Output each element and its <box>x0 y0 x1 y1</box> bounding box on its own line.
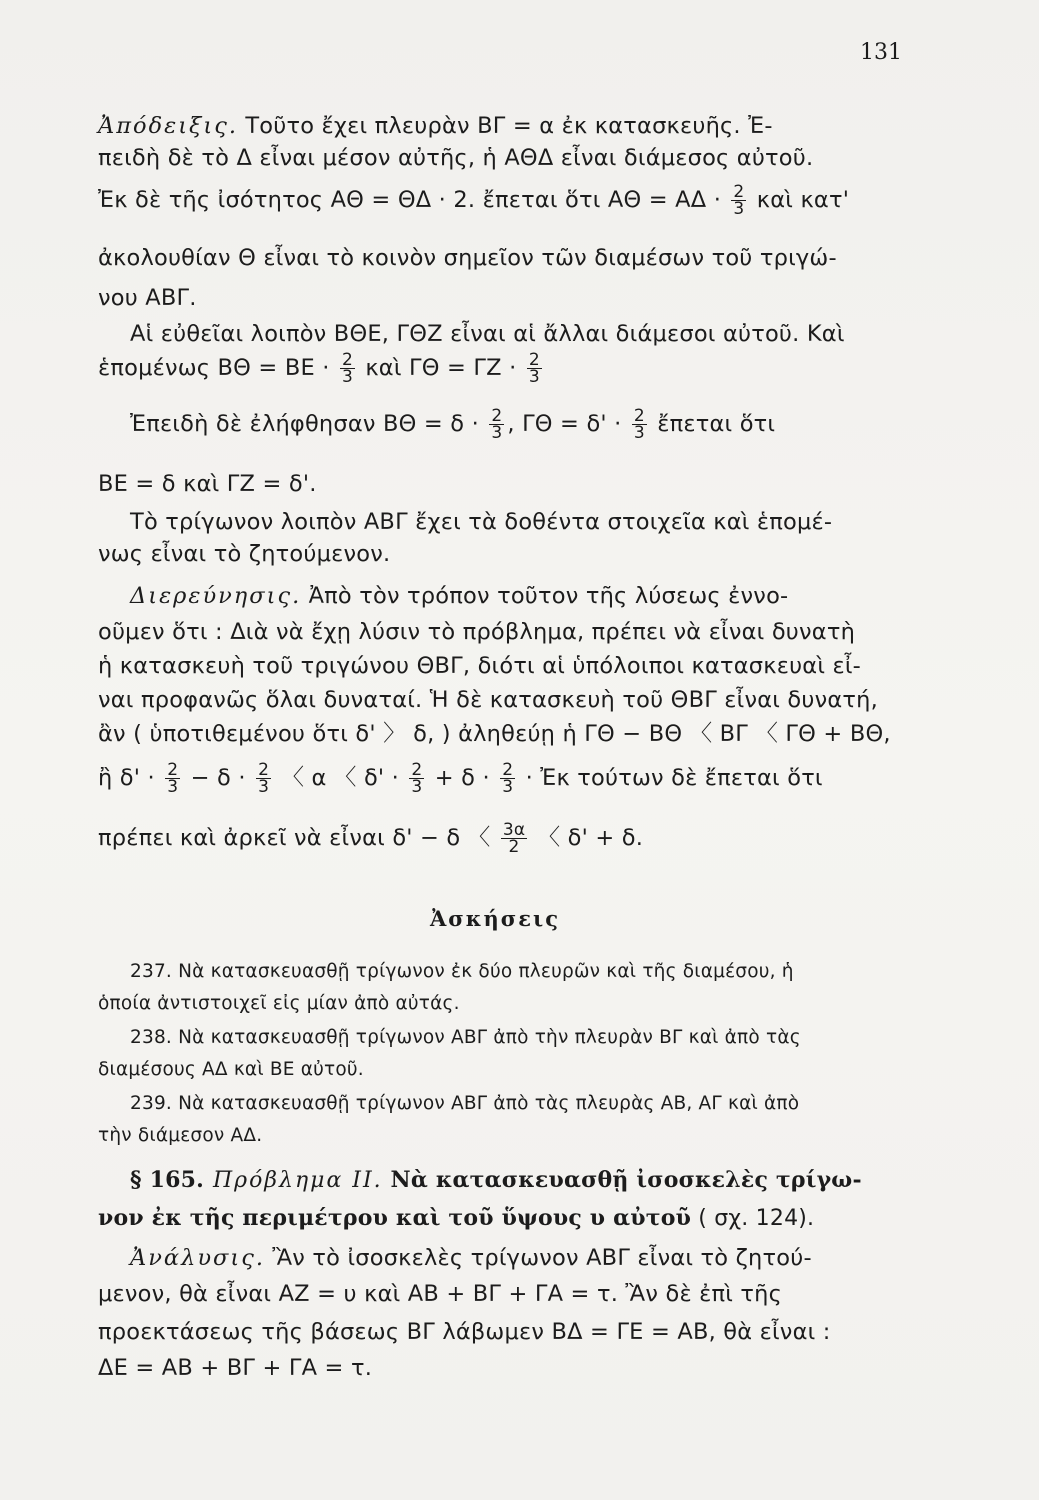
text-line: Διερεύνησις. Ἀπὸ τὸν τρόπον τοῦτον τῆς λύσεως ἐννο- <box>130 583 789 609</box>
section-heading: § 165. Πρόβλημα II. Νὰ κατασκευασθῇ ἰσοσκελὲς τρίγω- <box>130 1167 862 1193</box>
text-line: ἀκολουθίαν Θ εἶναι τὸ κοινὸν σημεῖον τῶν διαμέσων τοῦ τριγώ- <box>98 245 837 271</box>
text-line: Τὸ τρίγωνον λοιπὸν ΑΒΓ ἔχει τὰ δοθέντα στοιχεῖα καὶ ἑπομέ- <box>130 509 833 535</box>
text-line: Ἀνάλυσις. Ἂν τὸ ἰσοσκελὲς τρίγωνον ΑΒΓ εἶναι τὸ ζητού- <box>130 1245 812 1271</box>
section-title: Πρόβλημα II. <box>203 1168 383 1193</box>
exercise-237-cont: ὁποία ἀντιστοιχεῖ εἰς μίαν ἀπὸ αὐτάς. <box>98 993 460 1014</box>
fraction: $\frac{2}{3}$ <box>502 760 514 797</box>
fraction: $\frac{2}{3}$ <box>258 760 270 797</box>
text-line: ἢ δ' · $\frac{2}{3}$ − δ · $\frac{2}{3}$ 〈 α 〈 δ' · $\frac{2}{3}$ + δ · $\frac{2}{3}$ · Ἐκ τούτων δὲ ἔπεται ὅτι <box>98 760 823 797</box>
section-number: § 165. <box>130 1167 204 1193</box>
text-line: Αἱ εὐθεῖαι λοιπὸν ΒΘΕ, ΓΘΖ εἶναι αἱ ἄλλαι διάμεσοι αὐτοῦ. Καὶ <box>130 321 845 347</box>
text-line: ἑπομένως ΒΘ = ΒΕ · $\frac{2}{3}$ καὶ ΓΘ = ΓΖ · $\frac{2}{3}$ <box>98 350 540 387</box>
text-line: ἂν ( ὑποτιθεμένου ὅτι δ' 〉 δ, ) ἀληθεύῃ ἡ ΓΘ − ΒΘ 〈 ΒΓ 〈 ΓΘ + ΒΘ, <box>98 721 891 747</box>
text-line: νως εἶναι τὸ ζητούμενον. <box>98 541 391 567</box>
exercise-237: 237. Νὰ κατασκευασθῇ τρίγωνον ἐκ δύο πλευρῶν καὶ τῆς διαμέσου, ἡ <box>130 961 794 982</box>
text-line: οῦμεν ὅτι : Διὰ νὰ ἔχῃ λύσιν τὸ πρόβλημα, πρέπει νὰ εἶναι δυνατὴ <box>98 619 856 645</box>
exercise-239-cont: τὴν διάμεσον ΑΔ. <box>98 1125 263 1146</box>
text-line: πειδὴ δὲ τὸ Δ εἶναι μέσον αὐτῆς, ἡ ΑΘΔ εἶναι διάμεσος αὐτοῦ. <box>98 145 814 171</box>
exercise-238: 238. Νὰ κατασκευασθῇ τρίγωνον ΑΒΓ ἀπὸ τὴν πλευρὰν ΒΓ καὶ ἀπὸ τὰς <box>130 1027 801 1048</box>
text-line: Ἐκ δὲ τῆς ἰσότητος ΑΘ = ΘΔ · 2. ἔπεται ὅτι ΑΘ = ΑΔ · $\frac{2}{3}$ καὶ κατ' <box>98 182 850 219</box>
text-line: προεκτάσεως τῆς βάσεως ΒΓ λάβωμεν ΒΔ = ΓΕ = ΑΒ, θὰ εἶναι : <box>98 1319 831 1345</box>
analysis-label: Ἀνάλυσις. <box>130 1245 265 1271</box>
exercise-239: 239. Νὰ κατασκευασθῇ τρίγωνον ΑΒΓ ἀπὸ τὰς πλευρὰς ΑΒ, ΑΓ καὶ ἀπὸ <box>130 1093 800 1114</box>
text-line: μενον, θὰ εἶναι ΑΖ = υ καὶ ΑΒ + ΒΓ + ΓΑ = τ. Ἂν δὲ ἐπὶ τῆς <box>98 1281 783 1307</box>
fraction: $\frac{2}{3}$ <box>528 350 540 387</box>
text-line: ναι προφανῶς ὅλαι δυναταί. Ἡ δὲ κατασκευὴ τοῦ ΘΒΓ εἶναι δυνατή, <box>98 687 878 713</box>
proof-label: Ἀπόδειξις. <box>98 113 238 139</box>
text-line: πρέπει καὶ ἀρκεῖ νὰ εἶναι δ' − δ 〈 $\frac{3\alpha}{2}$ 〈 δ' + δ. <box>98 820 644 857</box>
fraction: $\frac{2}{3}$ <box>733 182 745 219</box>
text-line: ΔΕ = ΑΒ + ΒΓ + ΓΑ = τ. <box>98 1355 373 1381</box>
fraction: $\frac{3\alpha}{2}$ <box>502 820 526 857</box>
text-line: Ἐπειδὴ δὲ ἐλήφθησαν ΒΘ = δ · $\frac{2}{3}$ , ΓΘ = δ' · $\frac{2}{3}$ ἔπεται ὅτι <box>130 406 776 443</box>
exercises-heading: Ἀσκήσεις <box>430 906 560 931</box>
fraction: $\frac{2}{3}$ <box>167 760 179 797</box>
text-line: ΒΕ = δ καὶ ΓΖ = δ'. <box>98 471 317 497</box>
text-line: Ἀπόδειξις. Τοῦτο ἔχει πλευρὰν ΒΓ = α ἐκ κατασκευῆς. Ἐ- <box>98 113 773 139</box>
fraction: $\frac{2}{3}$ <box>633 406 645 443</box>
fraction: $\frac{2}{3}$ <box>491 406 503 443</box>
text-line: ἡ κατασκευὴ τοῦ τριγώνου ΘΒΓ, διότι αἱ ὑπόλοιποι κατασκευαὶ εἶ- <box>98 653 861 679</box>
exercise-238-cont: διαμέσους ΑΔ καὶ ΒΕ αὐτοῦ. <box>98 1059 364 1080</box>
section-heading-cont: νον ἐκ τῆς περιμέτρου καὶ τοῦ ὕψους υ αὐτοῦ ( σχ. 124). <box>98 1205 815 1231</box>
fraction: $\frac{2}{3}$ <box>341 350 353 387</box>
fraction: $\frac{2}{3}$ <box>411 760 423 797</box>
discussion-label: Διερεύνησις. <box>130 583 302 609</box>
page-number: 131 <box>860 40 902 65</box>
text-line: νου ΑΒΓ. <box>98 285 197 311</box>
